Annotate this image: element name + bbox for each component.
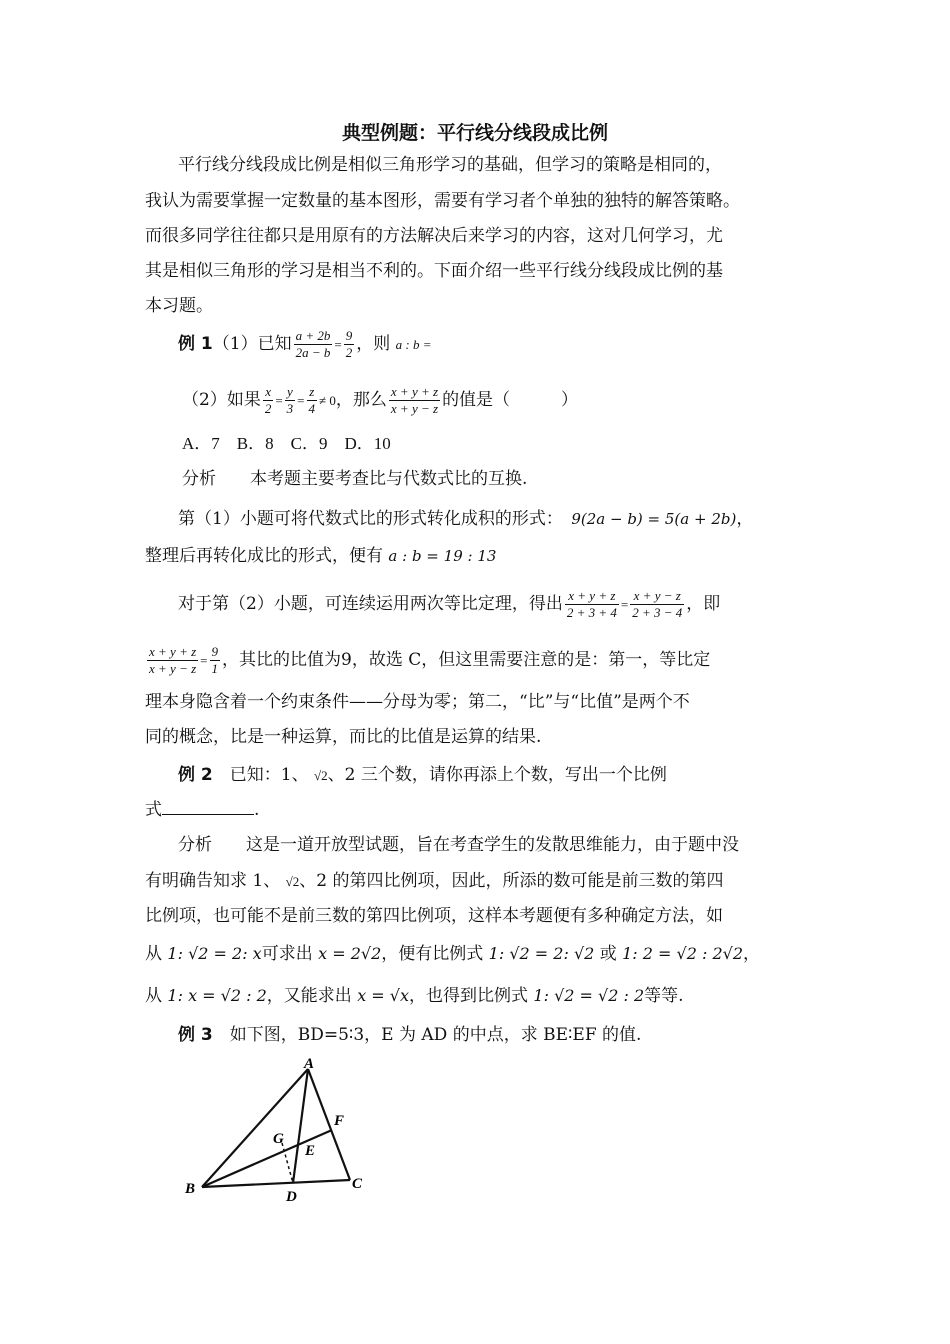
intro-line-5: 本习题。 bbox=[145, 296, 213, 316]
ex2-formula-6: x = √x bbox=[357, 986, 410, 1005]
ex2-an-b1: 有明确告知求 1、 bbox=[145, 871, 281, 891]
ex2-q-a: 已知：1、 bbox=[229, 765, 309, 785]
ex1-sol1-text: 第（1）小题可将代数式比的形式转化成积的形式： bbox=[178, 509, 555, 529]
ex2-an-d3: ，便有比例式 bbox=[381, 944, 484, 964]
fraction-x-2 bbox=[263, 384, 274, 417]
answer-blank[interactable] bbox=[162, 798, 254, 815]
fraction-numerator: a + 2b bbox=[295, 328, 331, 343]
fraction-sol2-2 bbox=[630, 588, 684, 621]
fraction-denominator: 4 bbox=[308, 401, 316, 416]
label-F: F bbox=[334, 1113, 345, 1129]
ex1-sol1-result: a : b = 19 : 13 bbox=[388, 547, 497, 565]
ex2-an-d4: 或 bbox=[599, 944, 617, 964]
fraction-sol2-4 bbox=[210, 644, 221, 677]
ex1-sol2-then: ，即 bbox=[686, 594, 721, 614]
ex1-sol2-text: 对于第（2）小题，可连续运用两次等比定理，得出 bbox=[178, 594, 563, 614]
ex2-formula-2: x = 2√2 bbox=[318, 944, 382, 963]
fraction-denominator: x + y − z bbox=[149, 661, 197, 676]
ex1-analysis: 分析 本考题主要考查比与代数式比的互换. bbox=[182, 469, 528, 489]
ex1-part1 bbox=[178, 328, 431, 361]
triangle-figure bbox=[170, 1055, 390, 1215]
fraction-denominator: 2 + 3 + 4 bbox=[566, 605, 617, 620]
ex1-sol1b-text: 整理后再转化成比的形式，便有 bbox=[145, 546, 383, 566]
fraction-z-4 bbox=[307, 384, 318, 417]
ex2-analysis-2 bbox=[145, 869, 724, 894]
fraction-sum-ratio bbox=[389, 384, 440, 417]
ex1-p2-mid: ，那么 bbox=[335, 390, 387, 410]
ex3-question bbox=[178, 1023, 641, 1047]
fraction-denominator: 2 bbox=[264, 401, 272, 416]
ex1-solution-2c: 理本身隐含着一个约束条件——分母为零；第二，“比”与“比值”是两个不 bbox=[145, 692, 690, 712]
ex2-formula-1: 1: √2 = 2: x bbox=[167, 944, 262, 963]
ex2-q-end: . bbox=[254, 800, 260, 820]
ex1-part2: （2）如果 $\frac{x}{2}$ = $\frac{y}{3}$ = $\frac{z}{4}$ ≠ 0，那么 $\frac{x + y + z}{x + y - z}$ 的值是（ ） bbox=[182, 384, 579, 416]
fraction-denominator: 2a − b bbox=[295, 345, 331, 360]
ex1-p1-ask: a : b = bbox=[395, 337, 432, 352]
fraction-numerator: x + y + z bbox=[565, 588, 619, 605]
label-G: G bbox=[273, 1131, 284, 1147]
ex1-sol2b-text: ，其比的比值为9，故选 C，但这里需要注意的是：第一，等比定 bbox=[222, 650, 711, 670]
ex2-question-cont bbox=[145, 798, 259, 822]
page-title: 典型例题：平行线分线段成比例 bbox=[341, 122, 608, 144]
ex1-p2-suffix: 的值是（ ） bbox=[442, 390, 579, 410]
fraction-numerator: 9 bbox=[345, 328, 353, 343]
label-B: B bbox=[185, 1181, 196, 1197]
ex1-sol1-comma: ， bbox=[736, 509, 754, 529]
ex1-solution-2b: $\frac{x + y + z}{x + y - z}$ = $\frac{9}{1}$ ，其比的比值为9，故选 C，但这里需要注意的是：第一，等比定 bbox=[149, 644, 711, 676]
ex1-p2-prefix: （2）如果 bbox=[182, 390, 261, 410]
fraction-numerator: y bbox=[285, 384, 296, 401]
fraction-denominator: x + y − z bbox=[390, 401, 439, 416]
fraction-sol2-1 bbox=[565, 588, 619, 621]
ex2-analysis-3: 比例项，也可能不是前三数的第四比例项，这样本考题便有多种确定方法，如 bbox=[145, 906, 723, 926]
ex1-solution-2d: 同的概念，比是一种运算，而比的比值是运算的结果. bbox=[145, 727, 542, 747]
ex2-question bbox=[178, 763, 667, 788]
fraction-denominator: 2 bbox=[345, 345, 353, 360]
ex1-options: A．7 B．8 C．9 D．10 bbox=[182, 434, 391, 453]
label-D: D bbox=[286, 1189, 297, 1205]
ex2-analysis-4 bbox=[145, 942, 760, 966]
ex1-p1-prefix: （1）已知 bbox=[212, 334, 292, 354]
fraction-sol2-3 bbox=[147, 644, 198, 677]
label-C: C bbox=[352, 1176, 363, 1192]
intro-line-3: 而很多同学往往都只是用原有的方法解决后来学习的内容，这对几何学习，尤 bbox=[145, 226, 723, 246]
ex1-solution-1b bbox=[145, 544, 496, 568]
fraction-numerator: x + y + z bbox=[390, 384, 439, 399]
fraction-numerator: x bbox=[263, 384, 274, 401]
label-A: A bbox=[304, 1056, 315, 1072]
ex1-solution-1a bbox=[178, 507, 753, 531]
ex1-p1-then: ，则 bbox=[356, 334, 391, 354]
fraction-denominator: 1 bbox=[211, 661, 218, 676]
ex2-an-e2: ，又能求出 bbox=[266, 986, 352, 1006]
fraction-denominator: 2 + 3 − 4 bbox=[632, 605, 683, 620]
ex2-an-e1: 从 bbox=[145, 986, 162, 1006]
ex1-solution-2a: 对于第（2）小题，可连续运用两次等比定理，得出 $\frac{x + y + z}{2 + 3 + 4}$ = $\frac{x + y - z}{2 + 3 - 4}$ ，即 bbox=[178, 588, 721, 620]
ex2-formula-7: 1: √2 = √2 : 2 bbox=[533, 986, 645, 1005]
label-E: E bbox=[305, 1143, 316, 1159]
fraction-numerator: x + y − z bbox=[630, 588, 684, 605]
ex2-formula-5: 1: x = √2 : 2 bbox=[167, 986, 267, 1005]
fraction-numerator: 9 bbox=[211, 644, 218, 659]
ex2-an-d5: ， bbox=[743, 944, 761, 964]
not-equal-zero: ≠ 0 bbox=[319, 393, 336, 408]
ex2-formula-4: 1: 2 = √2 : 2√2 bbox=[622, 944, 744, 963]
ex2-q-c: 式 bbox=[145, 800, 162, 820]
segment-BC bbox=[202, 1180, 350, 1187]
equals-sign: = bbox=[334, 337, 342, 352]
fraction-numerator: z bbox=[307, 384, 318, 401]
fraction-denominator: 3 bbox=[286, 401, 294, 416]
fraction-y-3 bbox=[285, 384, 296, 417]
intro-line-4: 其是相似三角形的学习是相当不利的。下面介绍一些平行线分线段成比例的基 bbox=[145, 261, 723, 281]
ex2-an-d2: 可求出 bbox=[261, 944, 313, 964]
intro-line-1: 平行线分线段成比例是相似三角形学习的基础，但学习的策略是相同的， bbox=[178, 155, 722, 175]
ex3-text: 如下图，BD=5∶3，E 为 AD 的中点，求 BE∶EF 的值. bbox=[229, 1025, 642, 1045]
ex2-analysis-1: 分析 这是一道开放型试题，旨在考查学生的发散思维能力，由于题中没 bbox=[178, 835, 739, 855]
sqrt-two: √2 bbox=[313, 768, 328, 783]
ex1-p1-fraction bbox=[294, 328, 333, 361]
ex2-formula-3: 1: √2 = 2: √2 bbox=[488, 944, 595, 963]
ex2-label: 例 2 bbox=[178, 765, 213, 785]
ex1-label: 例 1 bbox=[178, 334, 213, 354]
sqrt-two: √2 bbox=[285, 874, 300, 889]
intro-line-2: 我认为需要掌握一定数量的基本图形，需要有学习者个单独的独特的解答策略。 bbox=[145, 191, 740, 211]
ex2-an-e3: ，也得到比例式 bbox=[409, 986, 529, 1006]
fraction-numerator: x + y + z bbox=[149, 644, 197, 659]
segment-AB bbox=[202, 1069, 308, 1187]
ex2-an-e4: 等等. bbox=[644, 986, 684, 1006]
ex1-p1-rhs bbox=[344, 328, 355, 361]
ex2-q-b: 、2 三个数，请你再添上个数，写出一个比例 bbox=[327, 765, 667, 785]
ex3-label: 例 3 bbox=[178, 1025, 213, 1045]
ex2-an-d1: 从 bbox=[145, 944, 162, 964]
ex1-sol1-formula: 9(2a − b) = 5(a + 2b) bbox=[571, 510, 737, 528]
segment-AD bbox=[293, 1069, 308, 1183]
ex2-analysis-5 bbox=[145, 984, 684, 1008]
ex2-an-b2: 、2 的第四比例项，因此，所添的数可能是前三数的第四 bbox=[299, 871, 724, 891]
